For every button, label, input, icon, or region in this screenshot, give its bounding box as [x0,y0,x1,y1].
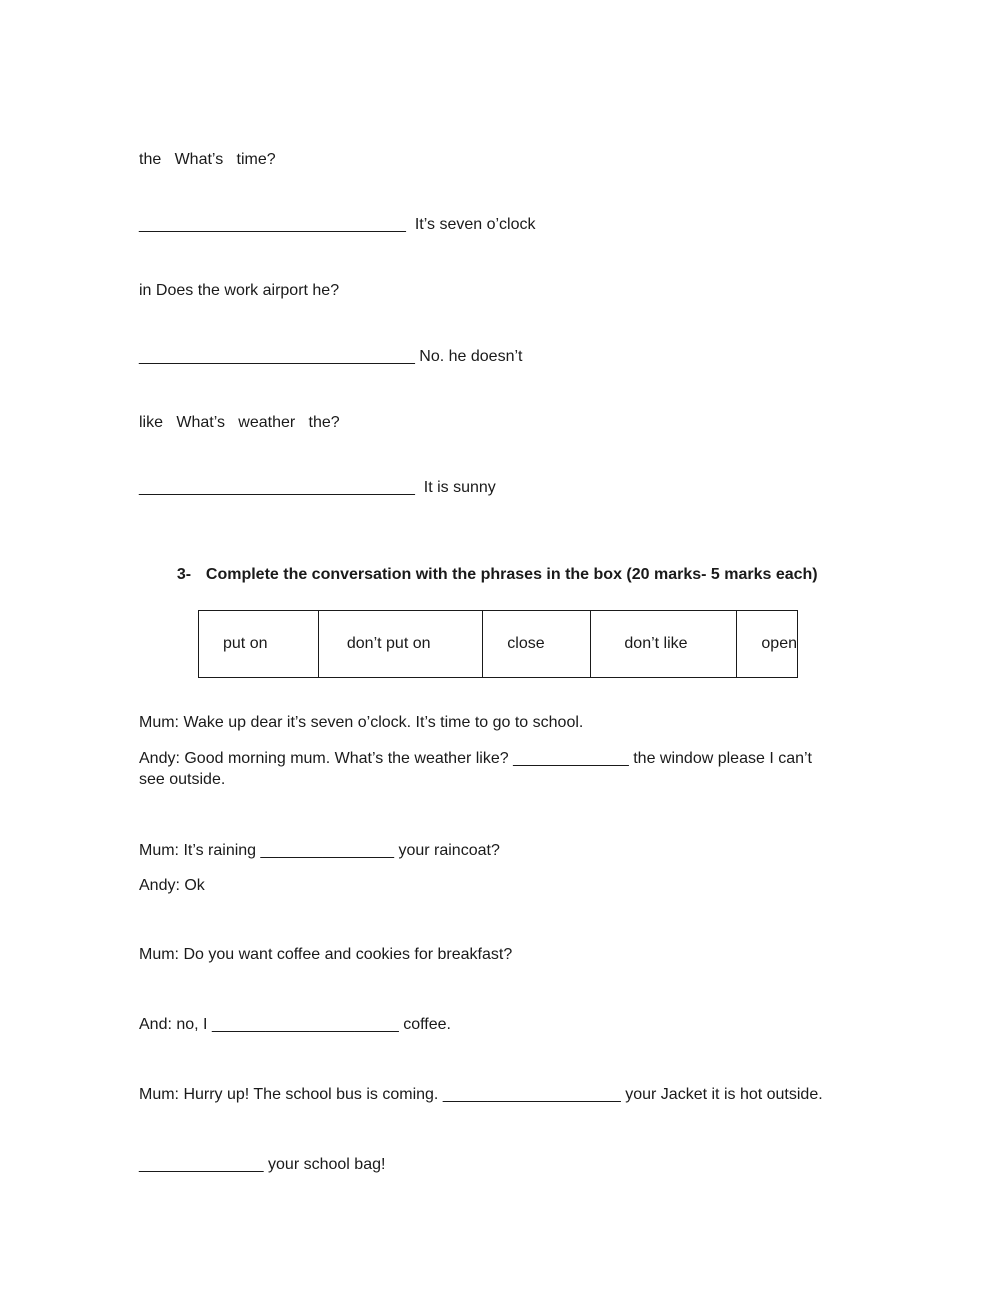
phrase-put-on: put on [199,611,319,678]
q1-answer-line: ______________________________ It’s seven o’clock [139,216,536,233]
conversation-line-3: Mum: It’s raining _______________ your raincoat? [139,842,500,859]
q2-answer-line: _______________________________ No. he doesn’t [139,348,523,365]
conversation-line-4: Andy: Ok [139,877,205,894]
phrase-close: close [483,611,591,678]
phrase-dont-like: don’t like [591,611,737,678]
q2-scrambled-sentence: in Does the work airport he? [139,282,340,299]
conversation-line-6: And: no, I _____________________ coffee. [139,1016,451,1033]
section-3-heading [168,545,818,585]
phrase-open: open [737,611,798,678]
conversation-line-1: Mum: Wake up dear it’s seven o’clock. It’s time to go to school. [139,714,584,731]
conversation-line-7: Mum: Hurry up! The school bus is coming. ____________________ your Jacket it is hot outside. [139,1086,823,1103]
conversation-line-5: Mum: Do you want coffee and cookies for breakfast? [139,946,513,963]
phrase-dont-put-on: don’t put on [318,611,482,678]
q1-scrambled-sentence: the What’s time? [139,151,276,168]
conversation-line-2: Andy: Good morning mum. What’s the weather like? _____________ the window please I can’t see outside. [139,750,812,788]
conversation-line-8: ______________ your school bag! [139,1156,386,1173]
q3-scrambled-sentence: like What’s weather the? [139,414,340,431]
phrase-box [198,610,798,678]
section-3-number: 3- [176,566,192,583]
q3-answer-line: _______________________________ It is sunny [139,479,496,496]
section-3-title: Complete the conversation with the phrases in the box (20 marks- 5 marks each) [205,566,818,583]
